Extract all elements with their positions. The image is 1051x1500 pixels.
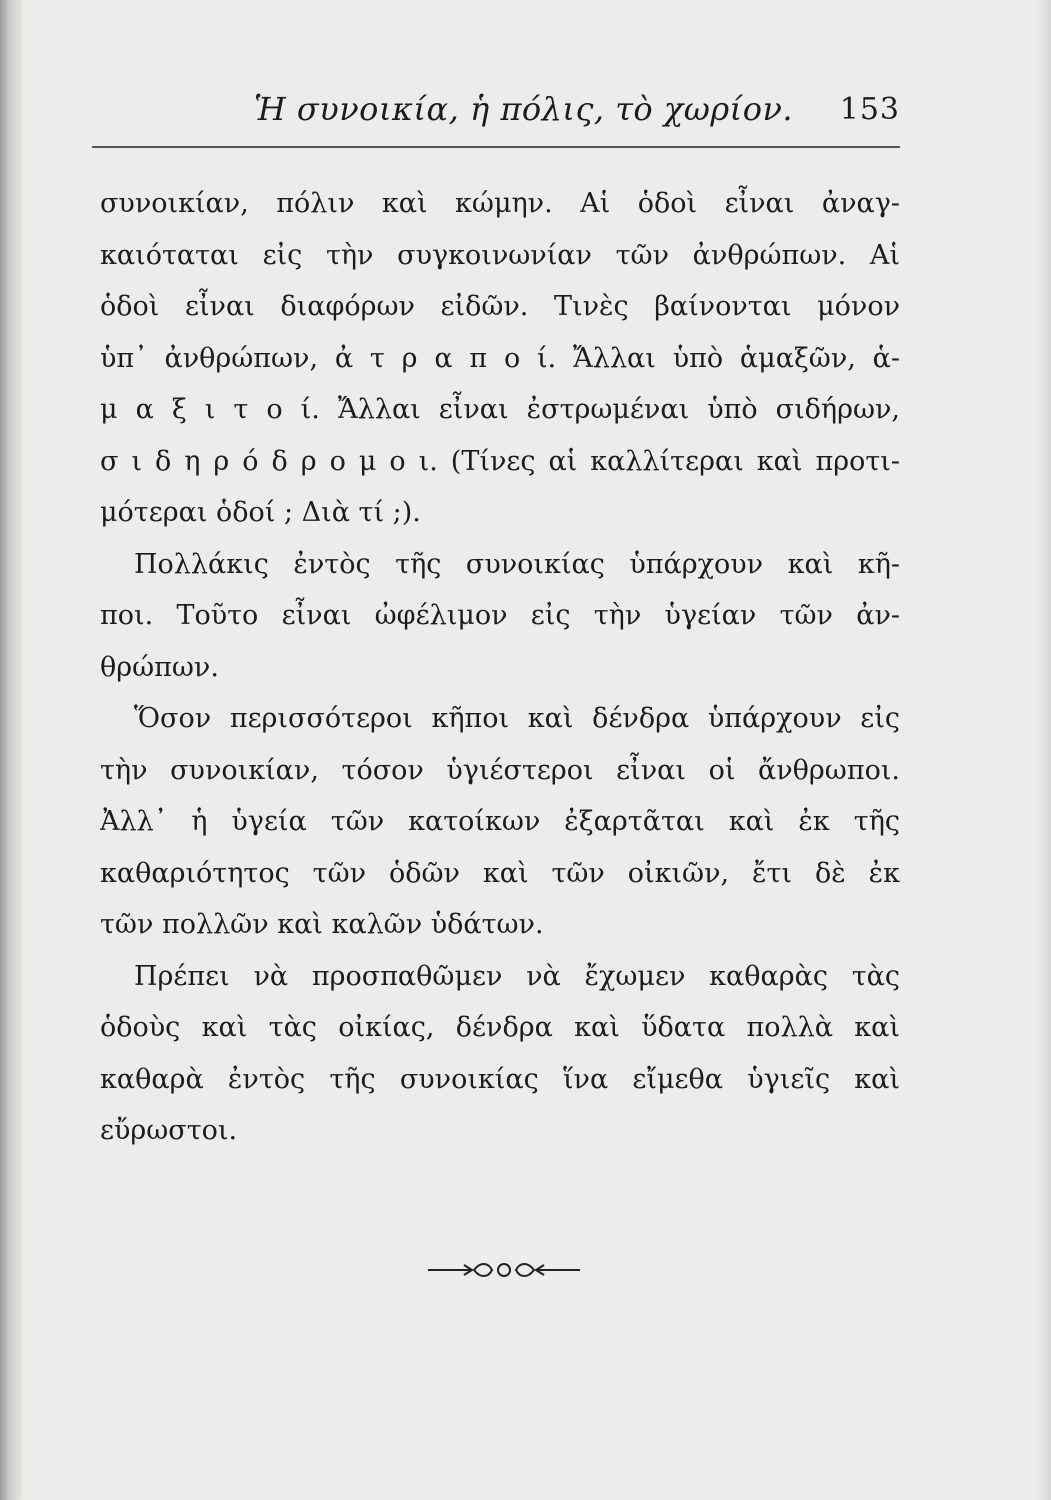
paragraph-health: [100, 693, 900, 951]
text-line: θρώπων.: [100, 651, 219, 683]
text-line: Πολλάκις ἐντὸς τῆς συνοικίας ὑπάρχουν καὶ κῆ-: [134, 548, 900, 580]
text-line: καθαρὰ ἐντὸς τῆς συνοικίας ἵνα εἴμεθα ὑγιεῖς καὶ: [100, 1063, 900, 1095]
paragraph-roads: [100, 178, 900, 539]
end-ornament-icon: [426, 1258, 582, 1282]
page-right-edge: [1037, 0, 1051, 1500]
text-line: καθαριότητος τῶν ὁδῶν καὶ τῶν οἰκιῶν, ἔτι δὲ ἐκ: [100, 857, 900, 889]
text-line: ὁδοὺς καὶ τὰς οἰκίας, δένδρα καὶ ὕδατα πολλὰ καὶ: [100, 1012, 900, 1043]
text-line: μ α ξ ι τ ο ί. Ἄλλαι εἶναι ἐστρωμέναι ὑπὸ σιδήρων,: [100, 394, 900, 425]
text-line: μότεραι ὁδοί ; Διὰ τί ;).: [100, 497, 421, 528]
text-line: Ὅσον περισσότεροι κῆποι καὶ δένδρα ὑπάρχουν εἰς: [134, 703, 900, 734]
page-number: 153: [839, 92, 900, 127]
text-line: καιόταται εἰς τὴν συγκοινωνίαν τῶν ἀνθρώπων. Αἱ: [100, 239, 900, 271]
text-line: ποι. Τοῦτο εἶναι ὠφέλιμον εἰς τὴν ὑγείαν τῶν ἀν-: [100, 600, 900, 631]
body-text: [100, 178, 900, 1157]
paragraph-gardens: [100, 539, 900, 694]
text-line: συνοικίαν, πόλιν καὶ κώμην. Αἱ ὁδοὶ εἶναι ἀναγ-: [100, 188, 900, 219]
text-line: ὑπ᾽ ἀνθρώπων, ἀ τ ρ α π ο ί. Ἄλλαι ὑπὸ ἁμαξῶν, ἁ-: [100, 342, 900, 374]
running-title: Ἡ συνοικία, ἡ πόλις, τὸ χωρίον.: [254, 90, 794, 128]
text-line: τῶν πολλῶν καὶ καλῶν ὑδάτων.: [100, 909, 544, 940]
text-line: Ἀλλ᾽ ἡ ὑγεία τῶν κατοίκων ἐξαρτᾶται καὶ ἐκ τῆς: [100, 806, 900, 837]
text-line: εὔρωστοι.: [100, 1115, 238, 1146]
text-line: ὁδοὶ εἶναι διαφόρων εἰδῶν. Τινὲς βαίνονται μόνον: [100, 291, 900, 322]
text-line: σ ι δ η ρ ό δ ρ ο μ ο ι. (Τίνες αἱ καλλίτεραι καὶ προτι-: [100, 445, 900, 477]
paragraph-cleanliness: [100, 951, 900, 1157]
text-line: τὴν συνοικίαν, τόσον ὑγιέστεροι εἶναι οἱ ἄνθρωποι.: [100, 754, 900, 786]
text-line: Πρέπει νὰ προσπαθῶμεν νὰ ἔχωμεν καθαρὰς τὰς: [134, 960, 900, 992]
page-header: [92, 84, 902, 144]
page-binding-edge: [0, 0, 22, 1500]
header-rule: [92, 146, 900, 148]
